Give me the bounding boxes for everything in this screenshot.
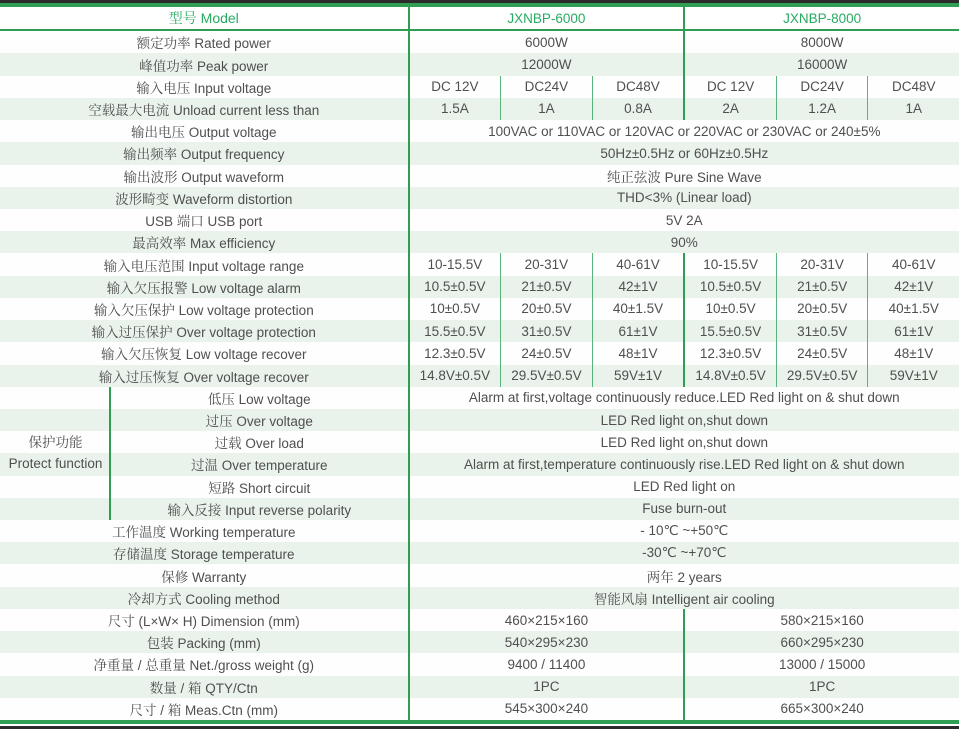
header-model-label: 型号 Model	[168, 10, 239, 27]
value-cell-model-1: 540×295×230	[504, 634, 589, 650]
value-cell: DC48V	[867, 76, 959, 98]
row-values	[408, 76, 959, 98]
table-row	[0, 520, 959, 542]
table-row	[0, 564, 959, 586]
protect-group-divider	[0, 476, 111, 498]
row-label-cell: 输出电压 Output voltage	[131, 125, 277, 141]
table-row	[0, 587, 959, 609]
value-cell: 50Hz±0.5Hz or 60Hz±0.5Hz	[600, 145, 769, 161]
row-label-cell	[0, 387, 408, 409]
table-header-row	[0, 7, 959, 31]
value-cell: 两年 2 years	[646, 569, 722, 585]
value-cell: 20-31V	[500, 253, 592, 275]
value-cell: 48±1V	[592, 342, 684, 364]
value-cell: 40±1.5V	[592, 298, 684, 320]
row-values	[408, 498, 959, 520]
value-cell-model-2: 16000W	[683, 53, 959, 75]
row-values	[408, 253, 959, 275]
row-values	[408, 53, 959, 75]
table-row	[0, 498, 959, 520]
row-label: 过压 Over voltage	[205, 414, 313, 430]
value-cell: 20-31V	[776, 253, 868, 275]
value-cell: 10.5±0.5V	[424, 279, 486, 295]
header-model-2: JXNBP-8000	[683, 7, 959, 29]
value-cell: -30℃ ~+70℃	[642, 545, 727, 561]
protect-group-divider	[0, 453, 111, 475]
value-cell: 1A	[500, 98, 592, 120]
row-label-cell: 输入欠压报警 Low voltage alarm	[106, 280, 301, 296]
row-label-cell: 输出频率 Output frequency	[123, 147, 285, 163]
table-row	[0, 187, 959, 209]
row-label-cell: 最高效率 Max efficiency	[132, 236, 276, 252]
table-row	[0, 76, 959, 98]
row-label-cell	[0, 453, 408, 475]
row-values	[408, 453, 959, 475]
row-values	[408, 542, 959, 564]
value-cell: 42±1V	[592, 276, 684, 298]
row-values	[408, 209, 959, 231]
row-label-cell: 尺寸 / 箱 Meas.Ctn (mm)	[129, 702, 279, 718]
row-label-cell: 冷却方式 Cooling method	[127, 591, 280, 607]
table-row	[0, 298, 959, 320]
value-cell: 12.3±0.5V	[424, 345, 486, 361]
row-label-cell: 波形畸变 Waveform distortion	[115, 191, 293, 207]
row-values	[408, 365, 959, 387]
row-values	[408, 276, 959, 298]
row-values	[408, 298, 959, 320]
table-row	[0, 365, 959, 387]
row-label-cell: 包装 Packing (mm)	[146, 636, 261, 652]
row-label-cell: USB 端口 USB port	[145, 214, 263, 230]
row-values	[408, 476, 959, 498]
value-cell: Fuse burn-out	[642, 501, 727, 517]
value-cell: 10±0.5V	[429, 301, 480, 317]
value-cell: 纯正弦波 Pure Sine Wave	[606, 169, 762, 185]
value-cell: 59V±1V	[867, 365, 959, 387]
value-cell: 31±0.5V	[500, 320, 592, 342]
table-row	[0, 476, 959, 498]
table-row	[0, 542, 959, 564]
value-cell-model-1: 545×300×240	[504, 701, 589, 717]
row-values	[408, 320, 959, 342]
row-label-cell: 输入过压保护 Over voltage protection	[91, 325, 316, 341]
table-row	[0, 676, 959, 698]
row-values	[408, 609, 959, 631]
value-cell-model-2: 8000W	[683, 31, 959, 53]
value-cell: 40-61V	[592, 253, 684, 275]
value-cell-model-1: 9400 / 11400	[507, 656, 586, 672]
value-cell: 100VAC or 110VAC or 120VAC or 220VAC or 230VAC or 240±5%	[488, 123, 881, 139]
row-values	[408, 187, 959, 209]
value-cell: DC24V	[500, 76, 592, 98]
value-cell-model-2: 580×215×160	[683, 609, 959, 631]
value-cell: 智能风扇 Intelligent air cooling	[593, 591, 775, 607]
value-cell: 20±0.5V	[500, 298, 592, 320]
row-values	[408, 698, 959, 720]
value-cell-model-1: 12000W	[521, 57, 572, 73]
row-label-cell: 额定功率 Rated power	[136, 36, 271, 52]
value-cell: 10-15.5V	[683, 253, 776, 275]
value-cell: 59V±1V	[592, 365, 684, 387]
row-label-cell: 空载最大电流 Unload current less than	[88, 102, 320, 118]
value-cell-model-1: 6000W	[525, 34, 568, 50]
value-cell: LED Red light on,shut down	[600, 412, 768, 428]
row-values	[408, 31, 959, 53]
row-values	[408, 165, 959, 187]
value-cell: 1.5A	[440, 101, 469, 117]
value-cell: 2A	[683, 98, 776, 120]
row-label: 短路 Short circuit	[208, 480, 311, 496]
value-cell: LED Red light on,shut down	[600, 434, 768, 450]
table-row	[0, 209, 959, 231]
protect-group-divider	[0, 387, 111, 409]
row-label-cell: 峰值功率 Peak power	[139, 58, 269, 74]
header-model-values	[408, 7, 959, 29]
table-row	[0, 98, 959, 120]
value-cell: 1A	[867, 98, 959, 120]
value-cell: 61±1V	[867, 320, 959, 342]
row-label-cell	[0, 409, 408, 431]
row-label-cell: 输入欠压保护 Low voltage protection	[93, 302, 314, 318]
value-cell: 24±0.5V	[776, 342, 868, 364]
row-label-cell: 输入欠压恢复 Low voltage recover	[100, 347, 307, 363]
row-values	[408, 387, 959, 409]
value-cell: DC48V	[592, 76, 684, 98]
value-cell: 15.5±0.5V	[424, 323, 486, 339]
row-label-cell: 输入过压恢复 Over voltage recover	[98, 369, 309, 385]
row-label-cell: 保修 Warranty	[161, 569, 247, 585]
row-values	[408, 564, 959, 586]
value-cell: 12.3±0.5V	[683, 342, 776, 364]
value-cell: 31±0.5V	[776, 320, 868, 342]
value-cell: 61±1V	[592, 320, 684, 342]
value-cell: 21±0.5V	[500, 276, 592, 298]
row-label-cell: 输入电压 Input voltage	[136, 80, 272, 96]
row-label: 低压 Low voltage	[207, 391, 311, 407]
value-cell-model-2: 1PC	[683, 676, 959, 698]
value-cell: 1.2A	[776, 98, 868, 120]
row-values	[408, 409, 959, 431]
value-cell: 90%	[670, 234, 698, 250]
table-row	[0, 698, 959, 720]
row-label-cell: 数量 / 箱 QTY/Ctn	[149, 680, 258, 696]
table-row	[0, 609, 959, 631]
spec-table	[0, 7, 959, 720]
row-values	[408, 142, 959, 164]
value-cell: 14.8V±0.5V	[419, 368, 491, 384]
protect-function-group-label-en: Protect function	[8, 455, 103, 471]
value-cell: 42±1V	[867, 276, 959, 298]
value-cell: 14.8V±0.5V	[683, 365, 776, 387]
table-row	[0, 453, 959, 475]
row-label-cell: 工作温度 Working temperature	[112, 525, 296, 541]
table-row	[0, 53, 959, 75]
value-cell-model-2: 665×300×240	[683, 698, 959, 720]
value-cell: 29.5V±0.5V	[776, 365, 868, 387]
table-row	[0, 653, 959, 675]
value-cell: Alarm at first,temperature continuously rise.LED Red light on & shut down	[464, 456, 905, 472]
protect-group-divider	[0, 498, 111, 520]
row-values	[408, 431, 959, 453]
row-label-cell	[0, 476, 408, 498]
value-cell: DC24V	[776, 76, 868, 98]
value-cell: 10±0.5V	[683, 298, 776, 320]
value-cell-model-2: 660×295×230	[683, 631, 959, 653]
table-row	[0, 142, 959, 164]
value-cell: 5V 2A	[665, 212, 703, 228]
value-cell: DC 12V	[683, 76, 776, 98]
row-label-cell: 存储温度 Storage temperature	[112, 547, 295, 563]
row-values	[408, 231, 959, 253]
row-values	[408, 587, 959, 609]
value-cell: 10-15.5V	[427, 257, 483, 273]
header-model-1: JXNBP-6000	[507, 10, 586, 26]
value-cell: 21±0.5V	[776, 276, 868, 298]
value-cell: LED Red light on	[633, 479, 736, 495]
value-cell: 20±0.5V	[776, 298, 868, 320]
table-row	[0, 387, 959, 409]
value-cell: 48±1V	[867, 342, 959, 364]
row-values	[408, 98, 959, 120]
value-cell: - 10℃ ~+50℃	[640, 523, 729, 539]
value-cell-model-1: 1PC	[533, 679, 560, 695]
row-label: 过温 Over temperature	[191, 458, 328, 474]
table-row	[0, 431, 959, 453]
protect-group-divider	[0, 431, 111, 453]
value-cell-model-1: 460×215×160	[504, 612, 589, 628]
row-values	[408, 676, 959, 698]
row-label: 过载 Over load	[214, 436, 304, 452]
value-cell: 0.8A	[592, 98, 684, 120]
row-label-cell: 输出波形 Output waveform	[123, 169, 285, 185]
value-cell: 15.5±0.5V	[683, 320, 776, 342]
row-label-cell: 净重量 / 总重量 Net./gross weight (g)	[93, 658, 315, 674]
value-cell: Alarm at first,voltage continuously reduce.LED Red light on & shut down	[468, 390, 900, 406]
value-cell: 10.5±0.5V	[683, 276, 776, 298]
value-cell-model-2: 13000 / 15000	[683, 653, 959, 675]
table-row	[0, 165, 959, 187]
table-row	[0, 31, 959, 53]
table-row	[0, 320, 959, 342]
row-values	[408, 520, 959, 542]
row-label-cell	[0, 498, 408, 520]
value-cell: 29.5V±0.5V	[500, 365, 592, 387]
row-label-cell: 尺寸 (L×W× H) Dimension (mm)	[107, 614, 300, 630]
value-cell: 40±1.5V	[867, 298, 959, 320]
row-values	[408, 653, 959, 675]
table-row	[0, 253, 959, 275]
table-row	[0, 409, 959, 431]
table-row	[0, 342, 959, 364]
table-row	[0, 231, 959, 253]
row-values	[408, 631, 959, 653]
table-row	[0, 276, 959, 298]
row-label-cell: 输入电压范围 Input voltage range	[103, 258, 304, 274]
value-cell: 40-61V	[867, 253, 959, 275]
value-cell: DC 12V	[431, 79, 479, 95]
protect-group-divider	[0, 409, 111, 431]
row-values	[408, 120, 959, 142]
protect-function-group-label-cn: 保护功能	[28, 434, 83, 450]
row-label: 输入反接 Input reverse polarity	[167, 502, 352, 518]
table-row	[0, 120, 959, 142]
row-label-cell	[0, 431, 408, 453]
row-values	[408, 342, 959, 364]
table-row	[0, 631, 959, 653]
value-cell: 24±0.5V	[500, 342, 592, 364]
value-cell: THD<3% (Linear load)	[616, 190, 752, 206]
